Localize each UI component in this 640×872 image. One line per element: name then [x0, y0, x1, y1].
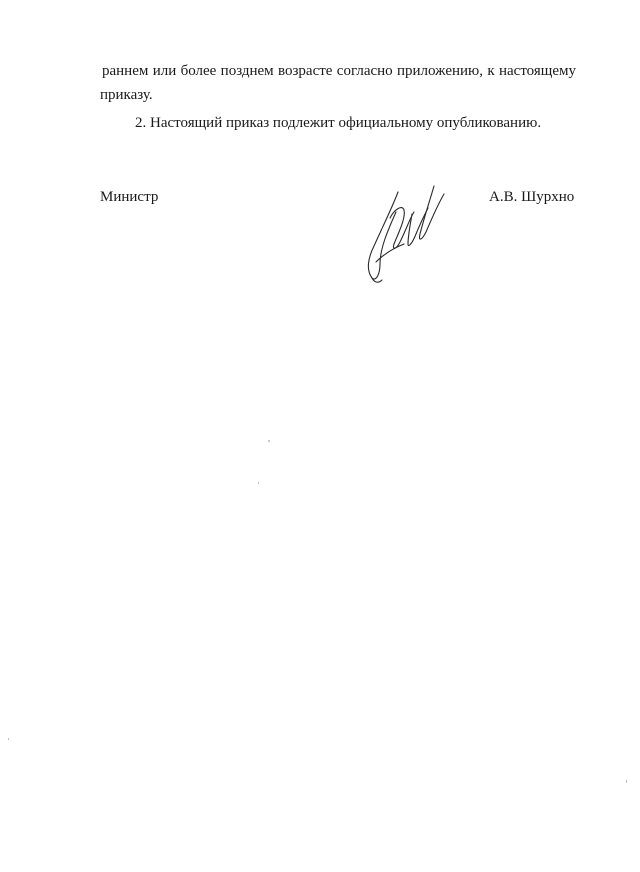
handwritten-signature — [358, 178, 468, 286]
scan-speck — [258, 482, 259, 484]
scan-speck — [8, 738, 9, 740]
paragraph-continuation-line-2: приказу. — [100, 87, 153, 103]
signatory-position-title: Министр — [100, 189, 159, 205]
item-2-paragraph: 2. Настоящий приказ подлежит официальному опубликованию. — [135, 115, 542, 131]
signatory-name: А.В. Шурхно — [489, 189, 575, 205]
scan-speck — [268, 440, 270, 442]
paragraph-continuation-line-1: раннем или более позднем возрасте согласно приложению, к настоящему — [102, 63, 576, 79]
scan-speck — [626, 780, 627, 783]
